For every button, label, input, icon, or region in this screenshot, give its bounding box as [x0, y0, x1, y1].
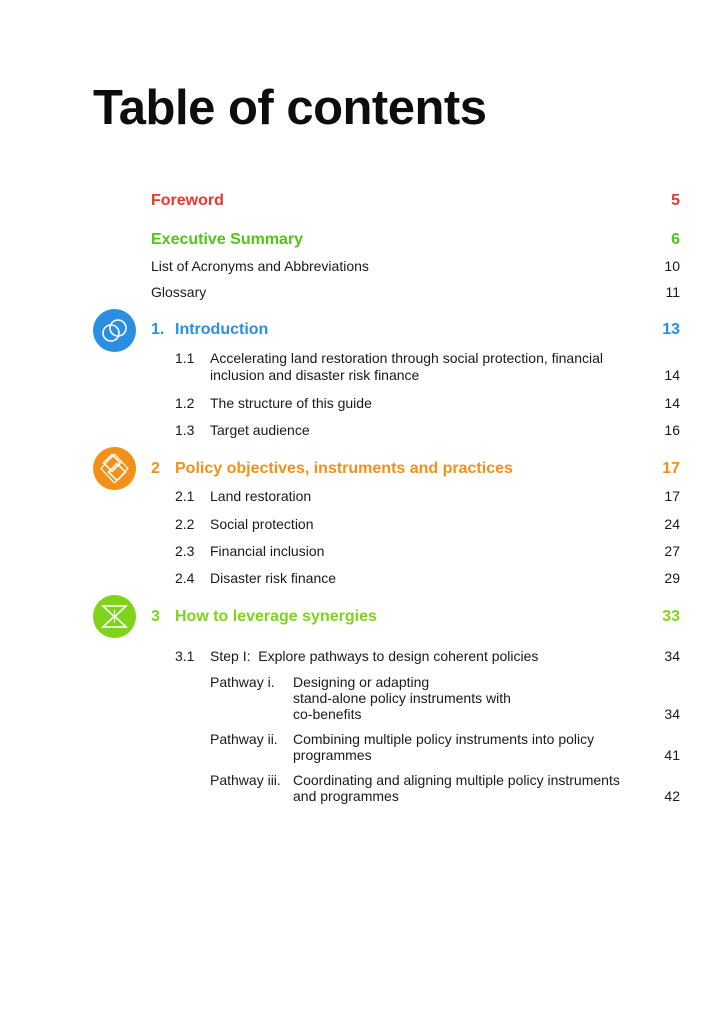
entry-page: 5: [671, 192, 680, 209]
chapter-page: 13: [662, 321, 680, 338]
toc-section-2-4[interactable]: [175, 570, 680, 587]
pathway-title: Combining multiple policy instruments into policy programmes: [293, 731, 595, 763]
toc-section-2-2[interactable]: [175, 516, 680, 533]
pathway-label: Pathway i.: [210, 674, 275, 690]
pathway-page: 41: [664, 747, 680, 763]
entry-title: Glossary: [151, 284, 207, 300]
toc-pathway-i[interactable]: [210, 674, 680, 722]
section-title: Disaster risk finance: [210, 570, 337, 586]
toc-chapter-3[interactable]: [151, 608, 680, 626]
section-number: 3.1: [175, 648, 195, 664]
chapter-title: Policy objectives, instruments and practices: [175, 460, 513, 477]
section-title: Step I: Explore pathways to design coherent policies: [210, 648, 539, 664]
chapter-number: 1.: [151, 321, 165, 338]
toc-pathway-ii[interactable]: [210, 731, 680, 763]
section-page: 29: [664, 570, 680, 586]
toc-chapter-1[interactable]: [151, 321, 680, 339]
section-page: 14: [664, 367, 680, 383]
pathway-title: Coordinating and aligning multiple policy instruments and programmes: [293, 772, 620, 804]
entry-page: 11: [665, 284, 680, 300]
toc-entry-executive-summary[interactable]: [151, 231, 680, 249]
section-title: Financial inclusion: [210, 543, 325, 559]
section-title: Accelerating land restoration through social protection, financial inclusion and disaster risk finance: [210, 350, 604, 383]
section-number: 2.1: [175, 488, 195, 504]
toc-section-2-1[interactable]: [175, 488, 680, 505]
section-title: Target audience: [210, 422, 310, 438]
pathway-page: 34: [664, 706, 680, 722]
entry-page: 10: [664, 258, 680, 274]
page-title: Table of contents: [93, 81, 487, 135]
section-page: 24: [664, 516, 680, 532]
toc-section-1-1[interactable]: [175, 350, 680, 384]
toc-entry-acronyms[interactable]: [151, 258, 680, 274]
section-page: 34: [664, 648, 680, 664]
overlapping-circles-icon: [93, 309, 136, 352]
toc-section-2-3[interactable]: [175, 543, 680, 560]
section-number: 2.2: [175, 516, 195, 532]
chapter-page: 17: [662, 460, 680, 477]
chapter-number: 2: [151, 460, 160, 477]
entry-title: Foreword: [151, 192, 224, 209]
entry-title: Executive Summary: [151, 231, 304, 248]
section-title: The structure of this guide: [210, 395, 372, 411]
entry-page: 6: [671, 231, 680, 248]
chapter-title: Introduction: [175, 321, 269, 338]
section-number: 1.2: [175, 395, 195, 411]
toc-section-3-1[interactable]: [175, 648, 680, 665]
entry-title: List of Acronyms and Abbreviations: [151, 258, 369, 274]
section-title: Land restoration: [210, 488, 312, 504]
pathway-title: Designing or adapting stand-alone policy instruments with co-benefits: [293, 674, 511, 722]
pathway-page: 42: [664, 788, 680, 804]
section-page: 27: [664, 543, 680, 559]
section-title: Social protection: [210, 516, 314, 532]
diamond-chain-icon: [93, 447, 136, 490]
toc-entry-glossary[interactable]: [151, 284, 680, 300]
toc-section-1-3[interactable]: [175, 422, 680, 439]
toc-pathway-iii[interactable]: [210, 772, 680, 804]
pathway-label: Pathway ii.: [210, 731, 278, 747]
section-number: 2.3: [175, 543, 195, 559]
toc-entry-foreword[interactable]: [151, 192, 680, 210]
section-number: 1.1: [175, 350, 195, 366]
chapter-page: 33: [662, 608, 680, 625]
chapter-title: How to leverage synergies: [175, 608, 377, 625]
pathway-label: Pathway iii.: [210, 772, 281, 788]
toc-section-1-2[interactable]: [175, 395, 680, 412]
section-number: 2.4: [175, 570, 195, 586]
hourglass-triangles-icon: [93, 595, 136, 638]
section-number: 1.3: [175, 422, 195, 438]
section-page: 14: [664, 395, 680, 411]
section-page: 17: [664, 488, 680, 504]
section-page: 16: [664, 422, 680, 438]
chapter-number: 3: [151, 608, 160, 625]
toc-chapter-2[interactable]: [151, 460, 680, 478]
